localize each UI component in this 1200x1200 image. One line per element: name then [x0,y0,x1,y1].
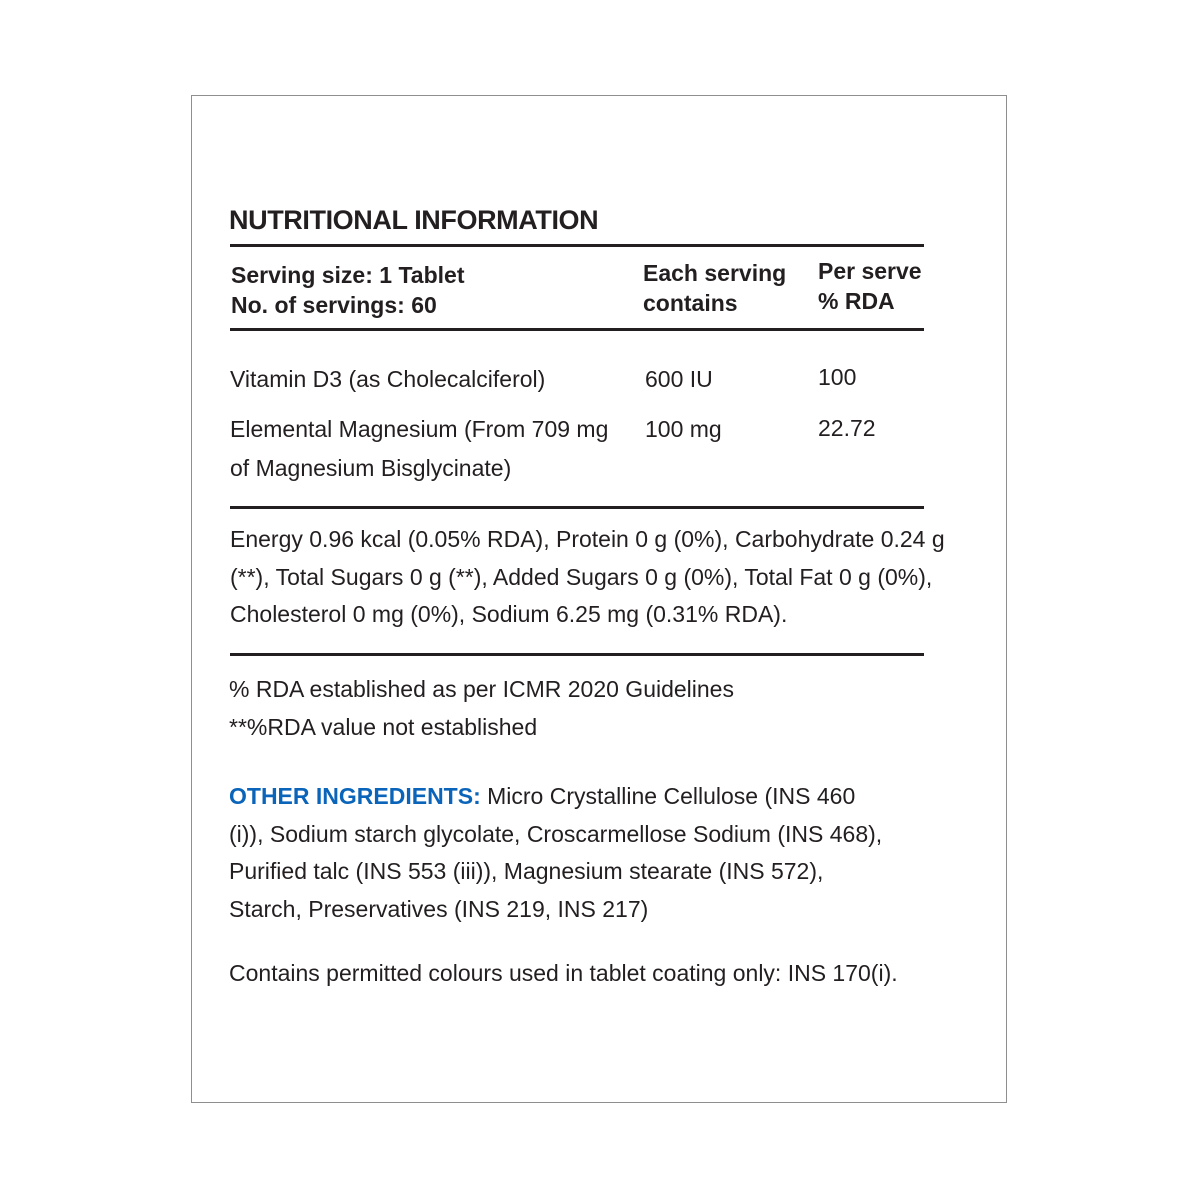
nutrient-amount-magnesium: 100 mg [645,416,722,442]
other-ingredients-first-line: Micro Crystalline Cellulose (INS 460 [480,783,856,809]
other-ingredients-label: OTHER INGREDIENTS: [229,783,481,809]
title-divider [230,244,924,247]
nutrients-line-1: Energy 0.96 kcal (0.05% RDA), Protein 0 g (0%), Carbohydrate 0.24 g [230,526,945,552]
nutrient-name-vitamin-d3: Vitamin D3 (as Cholecalciferol) [230,366,546,392]
column-header-each-serving-line2: contains [643,290,738,316]
nutrition-title: NUTRITIONAL INFORMATION [229,205,599,235]
nutrients-line-3: Cholesterol 0 mg (0%), Sodium 6.25 mg (0.31% RDA). [230,601,788,627]
rda-notes [229,671,734,746]
column-header-rda-line1: Per serve [818,258,922,284]
nutrient-amount-vitamin-d3: 600 IU [645,366,713,392]
column-header-each-serving [643,258,786,318]
column-header-rda-line2: % RDA [818,288,895,314]
serving-info [231,260,464,320]
other-ingredients-line-1 [229,778,882,816]
serving-size: Serving size: 1 Tablet [231,262,465,288]
nutrients-divider [230,653,924,656]
other-ingredients [229,778,882,928]
other-ingredients-line-4: Starch, Preservatives (INS 219, INS 217) [229,895,649,922]
other-ingredients-line-2: (i)), Sodium starch glycolate, Croscarmellose Sodium (INS 468), [229,820,883,847]
number-of-servings: No. of servings: 60 [231,292,437,318]
nutrient-name-magnesium-line2: of Magnesium Bisglycinate) [230,455,512,481]
energy-nutrients-paragraph [230,521,990,634]
column-header-each-serving-line1: Each serving [643,260,787,286]
table-bottom-divider [230,506,924,509]
header-divider [230,328,924,331]
rda-note-not-established: **%RDA value not established [229,713,538,740]
nutrient-name-magnesium-line1: Elemental Magnesium (From 709 mg [230,416,609,442]
permitted-colours-note: Contains permitted colours used in tablet coating only: INS 170(i). [229,960,898,986]
nutrients-line-2: (**), Total Sugars 0 g (**), Added Sugars 0 g (0%), Total Fat 0 g (0%), [230,563,933,590]
nutrient-rda-magnesium: 22.72 [818,415,876,441]
rda-note-icmr: % RDA established as per ICMR 2020 Guidelines [229,676,734,702]
column-header-rda [818,256,922,316]
nutrient-rda-vitamin-d3: 100 [818,364,857,390]
other-ingredients-line-3: Purified talc (INS 553 (iii)), Magnesium stearate (INS 572), [229,858,824,884]
